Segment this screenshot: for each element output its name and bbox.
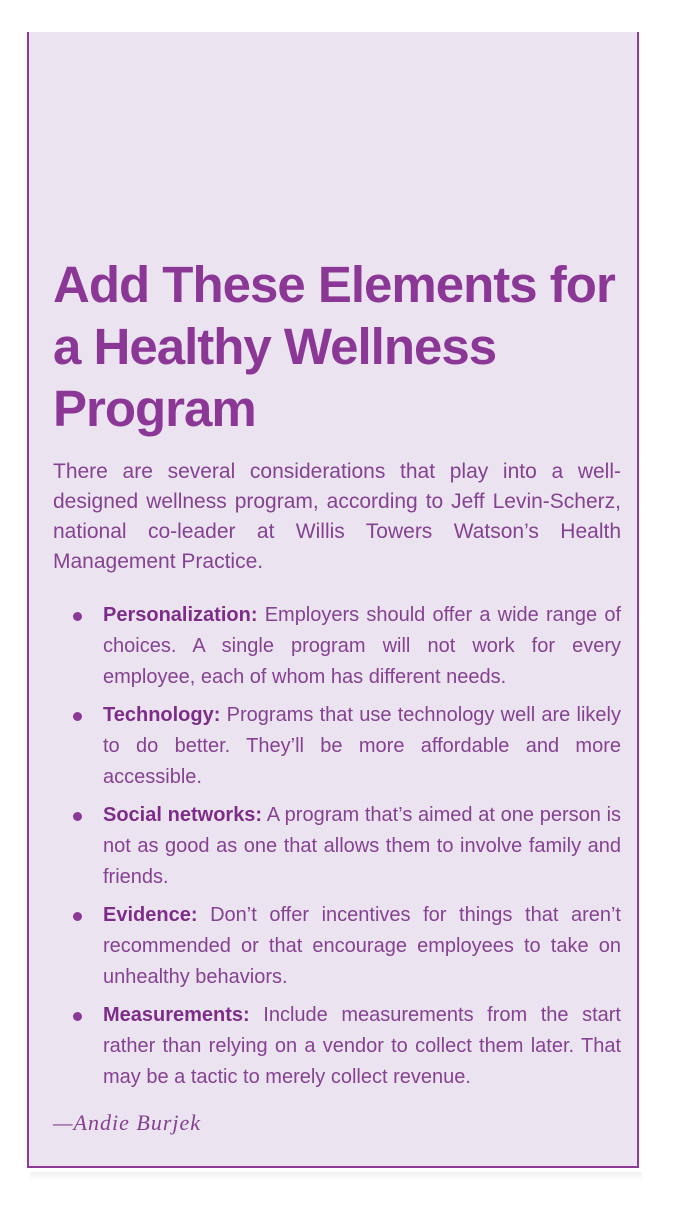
bullet-text: Programs that use technology well are likely to do better. They’ll be more affordable and more accessible.: [103, 704, 621, 788]
bullet-text: Include measurements from the start rather than relying on a vendor to collect them later. That may be a tactic to merely collect revenue.: [103, 1004, 621, 1088]
bullet-dot: [73, 1012, 82, 1021]
bullet-term: Evidence:: [103, 904, 198, 926]
bullet-item: [53, 700, 621, 793]
bullet-list: [53, 600, 621, 1100]
bullet-text: A program that’s aimed at one person is not as good as one that allows them to involve family and friends.: [103, 804, 622, 888]
box-shadow: [30, 1172, 642, 1180]
bullet-term: Measurements:: [103, 1004, 250, 1026]
bullet-text: Employers should offer a wide range of choices. A single program will not work for every employee, each of whom has different needs.: [103, 604, 621, 688]
bullet-dot: [73, 712, 82, 721]
bullet-dot: [73, 812, 82, 821]
bullet-term: Social networks:: [103, 804, 263, 826]
bullet-item: [53, 1000, 621, 1093]
bullet-item: [53, 900, 621, 993]
intro-paragraph: There are several considerations that play into a well-designed wellness program, according to Jeff Levin-Scherz, national co-leader at Willis Towers Watson’s Health Management Practice.: [53, 460, 621, 573]
bullet-item: [53, 800, 621, 893]
bullet-text: Don’t offer incentives for things that aren’t recommended or that encourage employees to take on unhealthy behaviors.: [103, 904, 621, 988]
bullet-dot: [73, 612, 82, 621]
bullet-term: Technology:: [103, 704, 221, 726]
bullet-term: Personalization:: [103, 604, 258, 626]
headline: Add These Elements for a Healthy Wellness Program: [53, 256, 615, 437]
bullet-dot: [73, 912, 82, 921]
bullet-item: [53, 600, 621, 693]
sidebar-box: [27, 32, 639, 1168]
byline: —Andie Burjek: [53, 1110, 202, 1135]
